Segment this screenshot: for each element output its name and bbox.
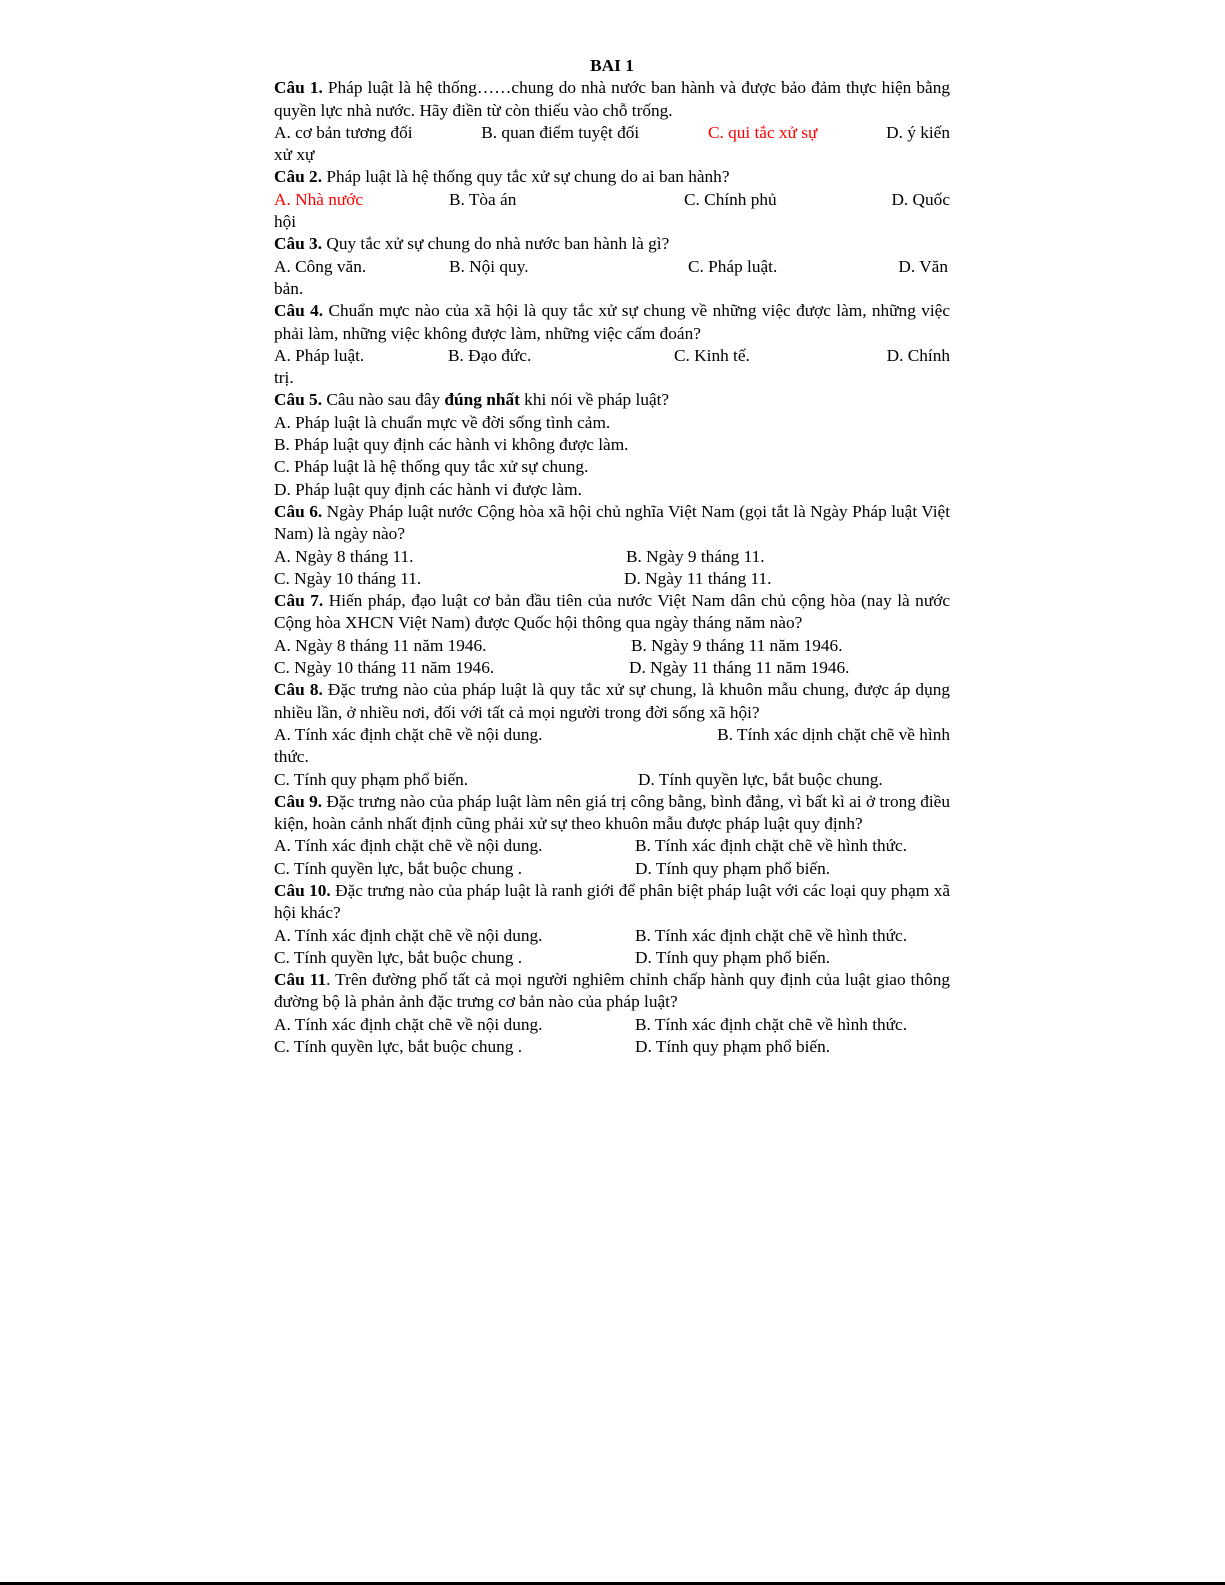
question-4 xyxy=(274,300,950,345)
question-text: Ngày Pháp luật nước Cộng hòa xã hội chủ nghĩa Việt Nam (gọi tắt là Ngày Pháp luật Việt Nam) là ngày nào? xyxy=(274,501,950,544)
question-text: Pháp luật là hệ thống……chung do nhà nước ban hành và được bảo đảm thực hiện bằng quyền lực nhà nước. Hãy điền từ còn thiếu vào chỗ trống. xyxy=(274,78,950,120)
option-a: A. Ngày 8 tháng 11. xyxy=(274,546,414,566)
option-a: A. cơ bản tương đối xyxy=(274,122,413,142)
question-number: Câu 3. xyxy=(274,234,323,254)
option-d-continued: trị. xyxy=(274,368,294,388)
option-d: D. Tính quyền lực, bắt buộc chung. xyxy=(638,769,883,789)
option-d: D. Ngày 11 tháng 11 năm 1946. xyxy=(629,658,850,678)
option-a: A. Ngày 8 tháng 11 năm 1946. xyxy=(274,635,487,655)
option-a: A. Công văn. xyxy=(274,256,367,276)
options-row xyxy=(274,256,950,278)
option-a: A. Tính xác định chặt chẽ về nội dung. xyxy=(274,836,543,856)
option-c: C. Chính phủ xyxy=(684,189,777,209)
options-row xyxy=(274,947,950,969)
question-text-emphasis: đúng nhất xyxy=(444,390,520,410)
options-row xyxy=(274,122,950,144)
options-row xyxy=(274,345,950,367)
question-number: Câu 8. xyxy=(274,680,323,700)
question-1 xyxy=(274,77,950,122)
option-d-continued: bản. xyxy=(274,278,304,298)
question-text: Chuẩn mực nào của xã hội là quy tắc xử sự chung về những việc được làm, những việc phải làm, những việc không được làm, những việc cấm đoán? xyxy=(274,301,951,343)
option-b: B. Tính xác định chặt chẽ về hình thức. xyxy=(635,1014,908,1034)
question-number: Câu 11 xyxy=(274,970,327,990)
options-row xyxy=(274,546,950,568)
question-11 xyxy=(274,969,950,1014)
options-row xyxy=(274,858,950,880)
options-row xyxy=(274,724,950,746)
option-b: B. quan điểm tuyệt đối xyxy=(481,122,640,142)
option-b: B. Tòa án xyxy=(449,189,517,209)
question-text: Đặc trưng nào của pháp luật là ranh giới để phân biệt pháp luật với các loại quy phạm xã hội khác? xyxy=(274,880,951,923)
option-b: B. Nội quy. xyxy=(449,256,529,276)
option-b: B. Ngày 9 tháng 11 năm 1946. xyxy=(631,635,843,655)
option-b: B. Tính xác dịnh chặt chẽ về hình xyxy=(717,724,950,744)
options-row xyxy=(274,1014,950,1036)
option-a: A. Tính xác định chặt chẽ về nội dung. xyxy=(274,925,543,945)
question-6 xyxy=(274,501,950,546)
question-9 xyxy=(274,791,950,836)
option-c: C. Kinh tế. xyxy=(674,345,750,365)
option-c: C. Tính quyền lực, bắt buộc chung . xyxy=(274,1037,523,1057)
question-number: Câu 1. xyxy=(274,78,323,98)
option-a: A. Pháp luật là chuẩn mực về đời sống tình cảm. xyxy=(274,412,611,432)
option-d-continued: hội xyxy=(274,212,297,232)
option-b: B. Tính xác định chặt chẽ về hình thức. xyxy=(635,925,908,945)
question-5 xyxy=(274,389,950,411)
option-b: B. Tính xác định chặt chẽ về hình thức. xyxy=(635,836,908,856)
option-c: C. Tính quy phạm phổ biến. xyxy=(274,769,469,789)
question-text: Đặc trưng nào của pháp luật làm nên giá trị công bằng, bình đẳng, vì bất kì ai ở trong điều kiện, hoàn cảnh nhất định cũng phải xử sự theo khuôn mẫu được pháp luật quy định? xyxy=(274,791,950,834)
question-text: Hiến pháp, đạo luật cơ bản đầu tiên của nước Việt Nam dân chủ cộng hòa (nay là nước Cộng hòa XHCN Việt Nam) được Quốc hội thông qua ngày tháng năm nào? xyxy=(274,591,951,633)
option-d-continued: xử xự xyxy=(274,145,315,165)
options-row xyxy=(274,1036,950,1058)
option-a-answer: A. Nhà nước xyxy=(274,189,364,209)
option-a: A. Pháp luật. xyxy=(274,345,365,365)
option-d: D. Tính quy phạm phổ biến. xyxy=(635,947,831,967)
question-text: Pháp luật là hệ thống quy tắc xử sự chung do ai ban hành? xyxy=(326,167,730,187)
option-d: D. Chính xyxy=(886,345,950,365)
option-c: C. Tính quyền lực, bắt buộc chung . xyxy=(274,858,523,878)
option-c: C. Pháp luật là hệ thống quy tắc xử sự chung. xyxy=(274,457,589,477)
document-page xyxy=(274,55,950,1058)
options-row xyxy=(274,568,950,590)
question-number: Câu 10. xyxy=(274,880,331,900)
option-b: B. Đạo đức. xyxy=(448,345,532,365)
question-2 xyxy=(274,166,950,188)
question-text: Quy tắc xử sự chung do nhà nước ban hành là gì? xyxy=(326,234,670,254)
option-b-continued: thức. xyxy=(274,747,309,767)
question-8 xyxy=(274,679,950,724)
options-row xyxy=(274,635,950,657)
question-10 xyxy=(274,880,950,925)
question-number: Câu 2. xyxy=(274,167,323,187)
options-row xyxy=(274,925,950,947)
question-number: Câu 4. xyxy=(274,301,324,321)
question-text: Đặc trưng nào của pháp luật là quy tắc xử sự chung, là khuôn mẫu chung, được áp dụng nhiều lần, ở nhiều nơi, đối với tất cả mọi người trong đời sống xã hội? xyxy=(274,680,950,722)
page-title: BAI 1 xyxy=(590,56,634,75)
option-d: D. Tính quy phạm phổ biến. xyxy=(635,858,831,878)
question-7 xyxy=(274,590,950,635)
option-d: D. Văn xyxy=(898,256,948,276)
option-d: D. Quốc xyxy=(891,189,950,209)
option-c: C. Tính quyền lực, bắt buộc chung . xyxy=(274,947,523,967)
option-c: C. Pháp luật. xyxy=(688,256,778,276)
question-text: . Trên đường phố tất cả mọi người nghiêm chỉnh chấp hành quy định của luật giao thông đường bộ là phản ảnh đặc trưng cơ bản nào của pháp luật? xyxy=(274,970,951,1012)
option-c: C. Ngày 10 tháng 11 năm 1946. xyxy=(274,658,495,678)
options-row xyxy=(274,189,950,211)
question-number: Câu 7. xyxy=(274,591,324,611)
question-number: Câu 5. xyxy=(274,390,323,410)
question-number: Câu 9. xyxy=(274,791,323,811)
option-d: D. Ngày 11 tháng 11. xyxy=(624,568,772,588)
question-text: khi nói về pháp luật? xyxy=(524,390,670,410)
options-row xyxy=(274,835,950,857)
option-b: B. Pháp luật quy định các hành vi không được làm. xyxy=(274,435,629,455)
option-b: B. Ngày 9 tháng 11. xyxy=(626,546,765,566)
question-number: Câu 6. xyxy=(274,501,323,521)
options-row xyxy=(274,657,950,679)
option-a: A. Tính xác định chặt chẽ về nội dung. xyxy=(274,724,543,744)
question-3 xyxy=(274,233,950,255)
option-d: D. Pháp luật quy định các hành vi được làm. xyxy=(274,479,582,499)
options-row xyxy=(274,769,950,791)
option-c-answer: C. qui tắc xử sự xyxy=(707,122,818,142)
option-c: C. Ngày 10 tháng 11. xyxy=(274,568,422,588)
question-text: Câu nào sau đây xyxy=(326,390,441,410)
option-d: D. ý kiến xyxy=(886,122,950,142)
option-d: D. Tính quy phạm phổ biến. xyxy=(635,1037,831,1057)
option-a: A. Tính xác định chặt chẽ về nội dung. xyxy=(274,1014,543,1034)
